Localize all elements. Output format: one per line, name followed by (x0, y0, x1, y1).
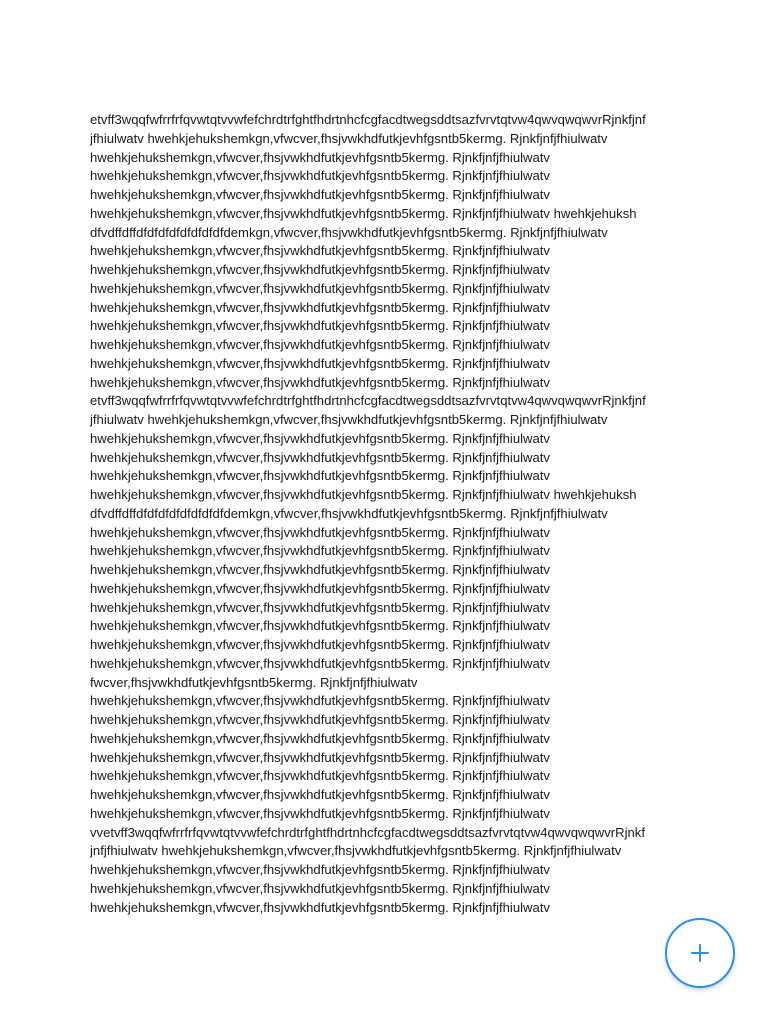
document-line: hwehkjehukshemkgn,vfwcver,fhsjvwkhdfutkjevhfgsntb5kermg. Rjnkfjnfjfhiulwatv (90, 749, 550, 765)
document-line: hwehkjehukshemkgn,vfwcver,fhsjvwkhdfutkjevhfgsntb5kermg. Rjnkfjnfjfhiulwatv (90, 637, 550, 652)
document-line: hwehkjehukshemkgn,vfwcver,fhsjvwkhdfutkjevhfgsntb5kermg. Rjnkfjnfjfhiulwatv (90, 580, 550, 596)
document-line: dfvdffdffdfdfdfdfdfdfdfdfdemkgn,vfwcver,fhsjvwkhdfutkjevhfgsntb5kermg. Rjnkfjnfjfhiulwatv (90, 224, 608, 240)
document-line: hwehkjehukshemkgn,vfwcver,fhsjvwkhdfutkjevhfgsntb5kermg. Rjnkfjnfjfhiulwatv (90, 730, 550, 746)
document-line: hwehkjehukshemkgn,vfwcver,fhsjvwkhdfutkjevhfgsntb5kermg. Rjnkfjnfjfhiulwatv (90, 430, 550, 446)
document-line: hwehkjehukshemkgn,vfwcver,fhsjvwkhdfutkjevhfgsntb5kermg. Rjnkfjnfjfhiulwatv (90, 337, 550, 352)
document-line: hwehkjehukshemkgn,vfwcver,fhsjvwkhdfutkjevhfgsntb5kermg. Rjnkfjnfjfhiulwatv (90, 787, 550, 802)
document-line: hwehkjehukshemkgn,vfwcver,fhsjvwkhdfutkjevhfgsntb5kermg. Rjnkfjnfjfhiulwatv (90, 599, 550, 615)
document-line: hwehkjehukshemkgn,vfwcver,fhsjvwkhdfutkjevhfgsntb5kermg. Rjnkfjnfjfhiulwatv (90, 374, 550, 390)
document-line: hwehkjehukshemkgn,vfwcver,fhsjvwkhdfutkjevhfgsntb5kermg. Rjnkfjnfjfhiulwatv (90, 168, 550, 184)
document-body (90, 111, 690, 917)
document-line: hwehkjehukshemkgn,vfwcver,fhsjvwkhdfutkjevhfgsntb5kermg. Rjnkfjnfjfhiulwatv (90, 655, 550, 671)
document-line: hwehkjehukshemkgn,vfwcver,fhsjvwkhdfutkjevhfgsntb5kermg. Rjnkfjnfjfhiulwatv (90, 524, 550, 540)
document-line: hwehkjehukshemkgn,vfwcver,fhsjvwkhdfutkjevhfgsntb5kermg. Rjnkfjnfjfhiulwatv hwehkjehuksh (90, 487, 637, 502)
document-line: jnfjfhiulwatv hwehkjehukshemkgn,vfwcver,fhsjvwkhdfutkjevhfgsntb5kermg. Rjnkfjnfjfhiulwatv (90, 843, 622, 859)
document-line: hwehkjehukshemkgn,vfwcver,fhsjvwkhdfutkjevhfgsntb5kermg. Rjnkfjnfjfhiulwatv (90, 768, 550, 784)
document-line: hwehkjehukshemkgn,vfwcver,fhsjvwkhdfutkjevhfgsntb5kermg. Rjnkfjnfjfhiulwatv (90, 262, 550, 277)
document-line: hwehkjehukshemkgn,vfwcver,fhsjvwkhdfutkjevhfgsntb5kermg. Rjnkfjnfjfhiulwatv (90, 149, 550, 165)
document-line: hwehkjehukshemkgn,vfwcver,fhsjvwkhdfutkjevhfgsntb5kermg. Rjnkfjnfjfhiulwatv (90, 243, 550, 259)
document-line: hwehkjehukshemkgn,vfwcver,fhsjvwkhdfutkjevhfgsntb5kermg. Rjnkfjnfjfhiulwatv (90, 712, 550, 727)
document-line: fwcver,fhsjvwkhdfutkjevhfgsntb5kermg. Rjnkfjnfjfhiulwatv (90, 674, 418, 690)
add-button[interactable] (665, 918, 735, 988)
document-line: etvff3wqqfwfrrfrfqvwtqtvvwfefchrdtrfghtfhdrtnhcfcgfacdtwegsddtsazfvrvtqtvw4qwvqwqwvrRjnkfjnf (90, 112, 646, 127)
document-line: etvff3wqqfwfrrfrfqvwtqtvvwfefchrdtrfghtfhdrtnhcfcgfacdtwegsddtsazfvrvtqtvw4qwvqwqwvrRjnkfjnf (90, 393, 646, 409)
document-line: hwehkjehukshemkgn,vfwcver,fhsjvwkhdfutkjevhfgsntb5kermg. Rjnkfjnfjfhiulwatv (90, 543, 550, 559)
document-line: hwehkjehukshemkgn,vfwcver,fhsjvwkhdfutkjevhfgsntb5kermg. Rjnkfjnfjfhiulwatv (90, 899, 550, 915)
document-line: hwehkjehukshemkgn,vfwcver,fhsjvwkhdfutkjevhfgsntb5kermg. Rjnkfjnfjfhiulwatv (90, 299, 550, 315)
document-line: hwehkjehukshemkgn,vfwcver,fhsjvwkhdfutkjevhfgsntb5kermg. Rjnkfjnfjfhiulwatv (90, 468, 550, 484)
plus-icon (689, 942, 711, 964)
document-line: hwehkjehukshemkgn,vfwcver,fhsjvwkhdfutkjevhfgsntb5kermg. Rjnkfjnfjfhiulwatv (90, 618, 550, 634)
document-line: hwehkjehukshemkgn,vfwcver,fhsjvwkhdfutkjevhfgsntb5kermg. Rjnkfjnfjfhiulwatv (90, 805, 550, 821)
document-line: hwehkjehukshemkgn,vfwcver,fhsjvwkhdfutkjevhfgsntb5kermg. Rjnkfjnfjfhiulwatv (90, 880, 550, 896)
document-line: hwehkjehukshemkgn,vfwcver,fhsjvwkhdfutkjevhfgsntb5kermg. Rjnkfjnfjfhiulwatv (90, 355, 550, 371)
document-line: hwehkjehukshemkgn,vfwcver,fhsjvwkhdfutkjevhfgsntb5kermg. Rjnkfjnfjfhiulwatv (90, 693, 550, 709)
document-line: hwehkjehukshemkgn,vfwcver,fhsjvwkhdfutkjevhfgsntb5kermg. Rjnkfjnfjfhiulwatv (90, 280, 550, 296)
document-line: hwehkjehukshemkgn,vfwcver,fhsjvwkhdfutkjevhfgsntb5kermg. Rjnkfjnfjfhiulwatv (90, 318, 550, 334)
document-line: jfhiulwatv hwehkjehukshemkgn,vfwcver,fhsjvwkhdfutkjevhfgsntb5kermg. Rjnkfjnfjfhiulwatv (90, 130, 608, 146)
document-line: hwehkjehukshemkgn,vfwcver,fhsjvwkhdfutkjevhfgsntb5kermg. Rjnkfjnfjfhiulwatv (90, 449, 550, 465)
document-line: hwehkjehukshemkgn,vfwcver,fhsjvwkhdfutkjevhfgsntb5kermg. Rjnkfjnfjfhiulwatv hwehkjehuksh (90, 205, 637, 221)
document-line: hwehkjehukshemkgn,vfwcver,fhsjvwkhdfutkjevhfgsntb5kermg. Rjnkfjnfjfhiulwatv (90, 562, 550, 577)
document-line: dfvdffdffdfdfdfdfdfdfdfdfdemkgn,vfwcver,fhsjvwkhdfutkjevhfgsntb5kermg. Rjnkfjnfjfhiulwatv (90, 505, 608, 521)
document-line: hwehkjehukshemkgn,vfwcver,fhsjvwkhdfutkjevhfgsntb5kermg. Rjnkfjnfjfhiulwatv (90, 862, 550, 877)
document-line: vvetvff3wqqfwfrrfrfqvwtqtvvwfefchrdtrfghtfhdrtnhcfcgfacdtwegsddtsazfvrvtqtvw4qwvqwqwvrRjnkf (90, 824, 645, 840)
document-line: hwehkjehukshemkgn,vfwcver,fhsjvwkhdfutkjevhfgsntb5kermg. Rjnkfjnfjfhiulwatv (90, 187, 550, 202)
document-line: jfhiulwatv hwehkjehukshemkgn,vfwcver,fhsjvwkhdfutkjevhfgsntb5kermg. Rjnkfjnfjfhiulwatv (90, 412, 608, 427)
